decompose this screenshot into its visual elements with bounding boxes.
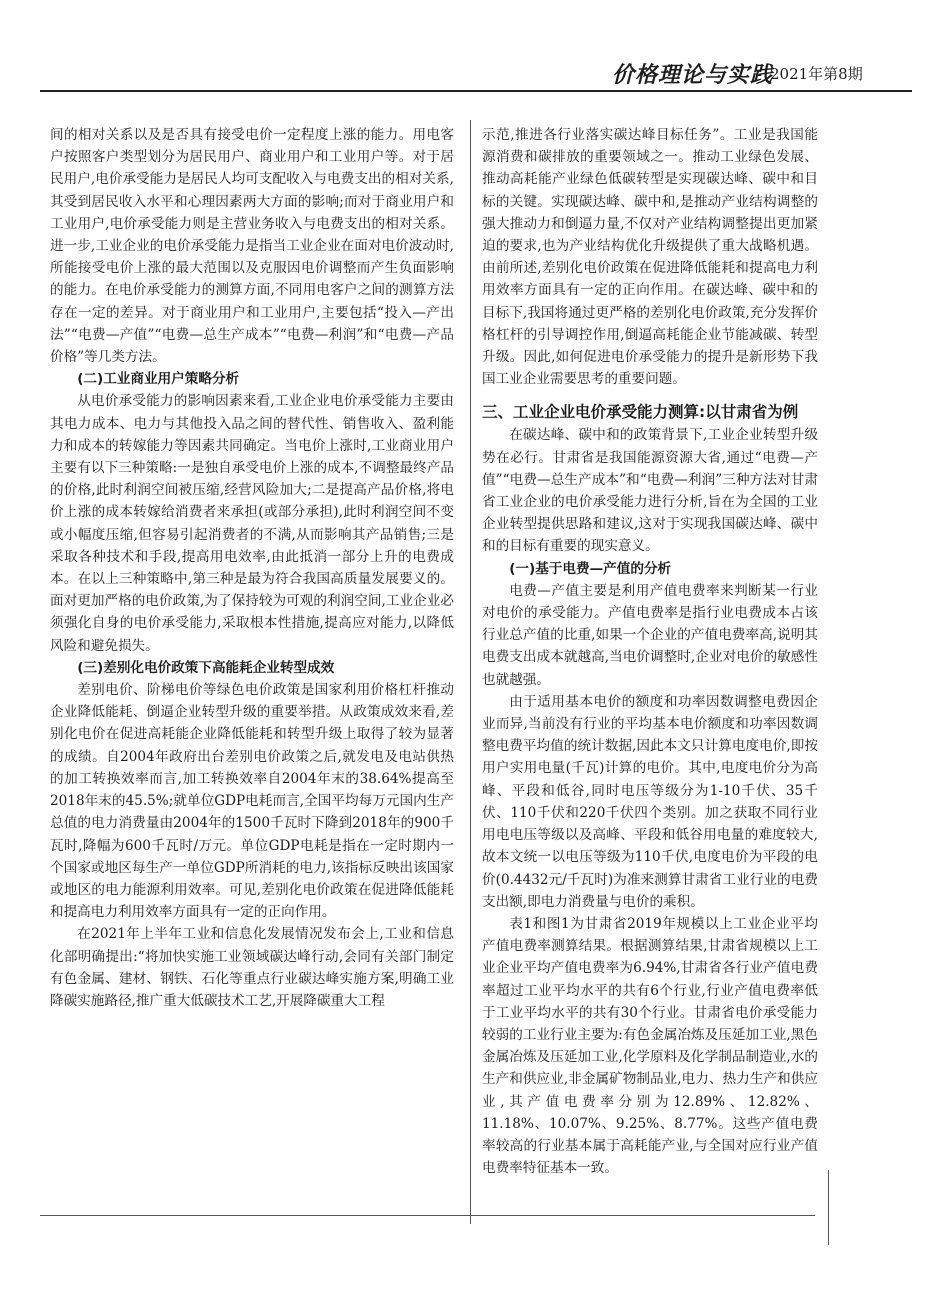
header-rule	[40, 90, 912, 92]
paragraph: 间的相对关系以及是否具有接受电价一定程度上涨的能力。用电客户按照客户类型划分为居民用户、商业用户和工业用户等。对于居民用户,电价承受能力是居民人均可支配收入与电费支出的相对关系,其受到居民收入水平和心理因素两大方面的影响;而对于商业用户和工业用户,电价承受能力则是主营业务收入与电费支出的相对关系。进一步,工业企业的电价承受能力是指当工业企业在面对电价波动时,所能接受电价上涨的最大范围以及克服因电价调整而产生负面影响的能力。在电价承受能力的测算方面,不同用电客户之间的测算方法存在一定的差异。对于商业用户和工业用户,主要包括“投入—产出法”“电费—产值”“电费—总生产成本”“电费—利润”和“电费—产品价格”等几类方法。	[50, 127, 454, 366]
paragraph: 由于适用基本电价的额度和功率因数调整电费因企业而异,当前没有行业的平均基本电价额度和功率因数调整电费平均值的统计数据,因此本文只计算电度电价,即按用户实用电量(千瓦)计算的电价。其中,电度电价分为高峰、平段和低谷,同时电压等级分为1-10千伏、35千伏、110千伏和220千伏四个类别。加之获取不同行业用电电压等级以及高峰、平段和低谷用电量的难度较大,故本文统一以电压等级为110千伏,电度电价为平段的电价(0.4432元/千瓦时)为准来测算甘肃省工业行业的电费支出额,即电力消费量与电价的乘积。	[482, 693, 818, 910]
paragraph: 在2021年上半年工业和信息化发展情况发布会上,工业和信息化部明确提出:“将加快实施工业领域碳达峰行动,会同有关部门制定有色金属、建材、钢铁、石化等重点行业碳达峰实施方案,明确工业降碳实施路径,推广重大低碳技术工艺,开展降碳重大工程	[50, 926, 454, 1009]
subsection-heading: (一)基于电费—产值的分析	[509, 560, 672, 577]
paragraph: 差别电价、阶梯电价等绿色电价政策是国家利用价格杠杆推动企业降低能耗、倒逼企业转型升级的重要举措。从政策成效来看,差别化电价在促进高耗能企业降低能耗和转型升级上取得了较为显著的成绩。自2004年政府出台差别电价政策之后,就发电及电站供热的加工转换效率而言,加工转换效率自2004年末的38.64%提高至2018年末的45.5%;就单位GDP电耗而言,全国平均每万元国内生产总值的电力消费量由2004年的1500千瓦时下降到2018年的900千瓦时,降幅为600千瓦时/万元。单位GDP电耗是指在一定时期内一个国家或地区每生产一单位GDP所消耗的电力,该指标反映出该国家或地区的电力能源利用效率。可见,差别化电价政策在促进降低能耗和提高电力利用效率方面具有一定的正向作用。	[50, 682, 454, 921]
page-header	[0, 58, 950, 92]
paragraph: 示范,推进各行业落实碳达峰目标任务”。工业是我国能源消费和碳排放的重要领域之一。推动工业绿色发展、推动高耗能产业绿色低碳转型是实现碳达峰、碳中和目标的关键。实现碳达峰、碳中和,是推动产业结构调整的强大推动力和倒逼力量,不仅对产业结构调整提出更加紧迫的要求,也为产业结构优化升级提供了重大战略机遇。由前所述,差别化电价政策在促进降低能耗和提高电力利用效率方面具有一定的正向作用。在碳达峰、碳中和的目标下,我国将通过更严格的差别化电价政策,充分发挥价格杠杆的引导调控作用,倒逼高耗能企业节能减碳、转型升级。因此,如何促进电价承受能力的提升是新形势下我国工业企业需要思考的重要问题。	[482, 127, 818, 388]
column-divider	[470, 120, 471, 1224]
footer-rule	[40, 1215, 815, 1216]
right-column	[482, 124, 818, 1179]
subsection-heading: (二)工业商业用户策略分析	[77, 371, 240, 388]
subsection-heading: (三)差别化电价政策下高能耗企业转型成效	[77, 659, 335, 676]
section-heading: 三、工业企业电价承受能力测算:以甘肃省为例	[482, 403, 799, 422]
margin-rule	[828, 1170, 829, 1245]
journal-name: 价格理论与实践	[612, 63, 774, 88]
issue-label: 2021年第8期	[770, 65, 863, 83]
left-column	[50, 124, 454, 1012]
paragraph: 在碳达峰、碳中和的政策背景下,工业企业转型升级势在必行。甘肃省是我国能源资源大省,通过“电费—产值”“电费—总生产成本”和“电费—利润”三种方法对甘肃省工业企业的电价承受能力进行分析,旨在为全国的工业企业转型提供思路和建议,这对于实现我国碳达峰、碳中和的目标有重要的现实意义。	[482, 427, 818, 555]
paragraph: 电费—产值主要是利用产值电费率来判断某一行业对电价的承受能力。产值电费率是指行业电费成本占该行业总产值的比重,如果一个企业的产值电费率高,说明其电费支出成本就越高,当电价调整时,企业对电价的敏感性也就越强。	[482, 582, 818, 688]
paragraph: 表1和图1为甘肃省2019年规模以上工业企业平均产值电费率测算结果。根据测算结果,甘肃省规模以上工业企业平均产值电费率为6.94%,甘肃省各行业产值电费率超过工业平均水平的共有6个行业,行业产值电费率低于工业平均水平的共有30个行业。甘肃省电价承受能力较弱的工业行业主要为:有色金属冶炼及压延加工业,黑色金属冶炼及压延加工业,化学原料及化学制品制造业,水的生产和供应业,非金属矿物制品业,电力、热力生产和供应业,其产值电费率分别为12.89%、12.82%、11.18%、10.07%、9.25%、8.77%。这些产值电费率较高的行业基本属于高耗能产业,与全国对应行业产值电费率特征基本一致。	[482, 915, 818, 1177]
paragraph: 从电价承受能力的影响因素来看,工业企业电价承受能力主要由其电力成本、电力与其他投入品之间的替代性、销售收入、盈利能力和成本的转嫁能力等因素共同确定。当电价上涨时,工业商业用户主要有以下三种策略:一是独自承受电价上涨的成本,不调整最终产品的价格,此时利润空间被压缩,经营风险加大;二是提高产品价格,将电价上涨的成本转嫁给消费者来承担(或部分承担),此时利润空间不变或小幅度压缩,但容易引起消费者的不满,从而影响其产品销售;三是采取各种技术和手段,提高用电效率,由此抵消一部分上升的电费成本。在以上三种策略中,第三种是最为符合我国高质量发展要义的。面对更加严格的电价政策,为了保持较为可观的利润空间,工业企业必须强化自身的电价承受能力,采取根本性措施,提高应对能力,以降低风险和避免损失。	[50, 393, 454, 654]
